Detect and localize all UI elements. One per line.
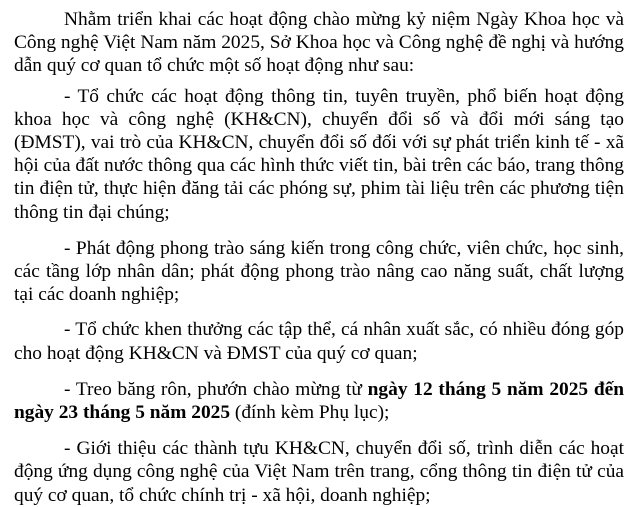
list-item-achievements: - Giới thiệu các thành tựu KH&CN, chuyển đổi số, trình diễn các hoạt động ứng dụng công nghệ của Việt Nam trên trang, cổng thông tin điện tử của quý cơ quan, tổ chức chính trị - xã hội, doanh nghiệp;: [14, 438, 624, 506]
list-item-awards: - Tổ chức khen thưởng các tập thể, cá nhân xuất sắc, có nhiều đóng góp cho hoạt động KH&CN và ĐMST của quý cơ quan;: [14, 319, 624, 364]
list-item-information-activities: - Tổ chức các hoạt động thông tin, tuyên truyền, phổ biến hoạt động khoa học và công nghệ (KH&CN), chuyển đổi số và đổi mới sáng tạo (ĐMST), vai trò của KH&CN, chuyển đổi số đối với sự phát triển kinh tế - xã hội của đất nước thông qua các hình thức viết tin, bài trên các báo, trang thông tin điện tử, thực hiện đăng tải các phóng sự, phim tài liệu trên các phương tiện thông tin đại chúng;: [14, 85, 624, 223]
banners-text-after: (đính kèm Phụ lục);: [230, 402, 390, 424]
list-item-banners: [14, 378, 624, 424]
intro-paragraph: Nhằm triển khai các hoạt động chào mừng kỷ niệm Ngày Khoa học và Công nghệ Việt Nam năm 2025, Sở Khoa học và Công nghệ đề nghị và hướng dẫn quý cơ quan tổ chức một số hoạt động như sau:: [14, 9, 624, 77]
list-item-initiative-movement: - Phát động phong trào sáng kiến trong công chức, viên chức, học sinh, các tầng lớp nhân dân; phát động phong trào nâng cao năng suất, chất lượng tại các doanh nghiệp;: [14, 237, 624, 306]
banners-text-before: - Treo băng rôn, phướn chào mừng từ: [64, 378, 368, 400]
banners-date-range: ngày 12 tháng 5 năm 2025 đến ngày 23 tháng 5 năm 2025: [14, 378, 625, 424]
